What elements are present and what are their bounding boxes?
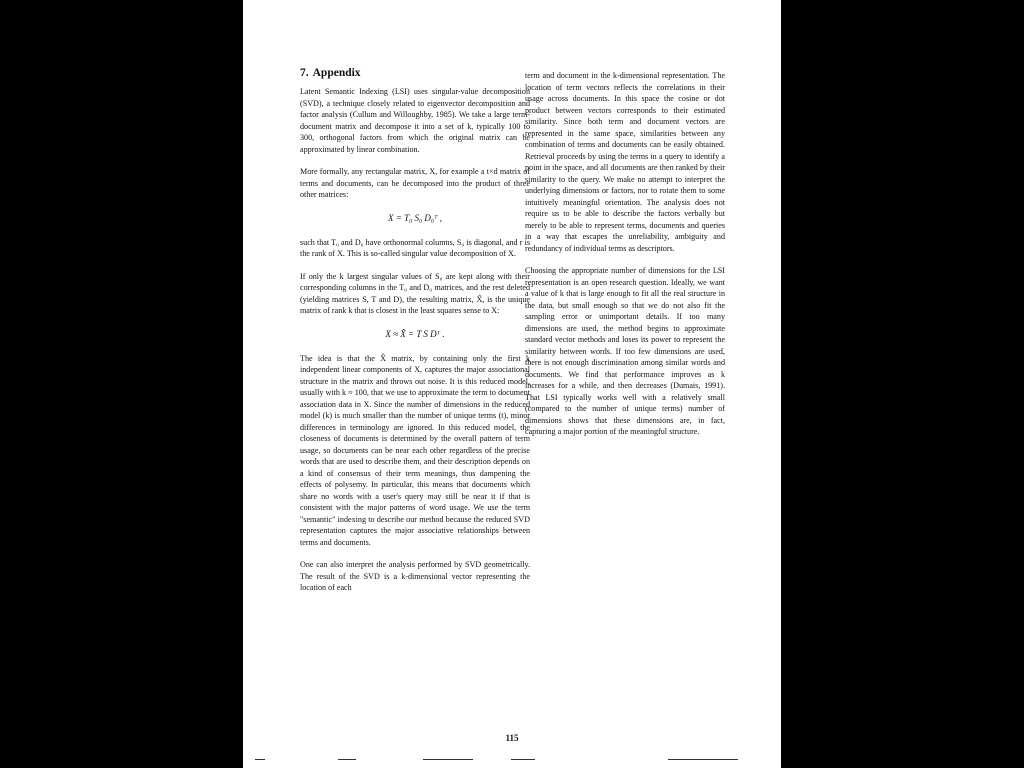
section-heading: [300, 66, 530, 80]
page-number: 115: [505, 733, 519, 743]
paragraph-formal-definition: More formally, any rectangular matrix, X, for example a t×d matrix of terms and documents, can be decomposed into the product of three other matrices:: [300, 167, 530, 199]
equation-svd: X = T₀ S₀ D₀ᵀ ,: [388, 212, 442, 223]
equation-approximation: X ≈ X̂ = T S Dᵀ .: [385, 328, 445, 339]
section-title: Appendix: [312, 67, 361, 79]
paragraph-geometric: One can also interpret the analysis performed by SVD geometrically. The result of the SVD is a k-dimensional vector representing the location of each: [300, 560, 530, 592]
paragraph-lsi-intro: Latent Semantic Indexing (LSI) uses singular-value decomposition (SVD), a technique closely related to eigenvector decomposition and factor analysis (Cullum and Willoughby, 1985). We take a large term-document matrix and decompose it into a set of k, typically 100 to 300, orthogonal factors from which the original matrix can be approximated by linear combination.: [300, 87, 530, 154]
paragraph-choosing-dimensions: Choosing the appropriate number of dimensions for the LSI representation is an open research question. Ideally, we want a value of k that is large enough to fit all the real structure in the data, but small enough so that we do not also fit the sampling error or unimportant details. If too many dimensions are used, the method begins to approximate standard vector methods and loses its power to represent the similarity between words. If too few dimensions are used, there is not enough discrimination among similar words and documents. We find that performance improves as k increases for a while, and then decreases (Dumais, 1991). That LSI typically works well with a relatively small (compared to the number of unique terms) number of dimensions shows that these dimensions are, in fact, capturing a major portion of the meaningful structure.: [525, 266, 725, 436]
paper-page: [243, 0, 781, 768]
paragraph-term-document-space: term and document in the k-dimensional representation. The location of term vectors reflects the correlations in their usage across documents. In this space the cosine or dot product between vectors corresponds to their estimated similarity. Since both term and document vectors are represented in the same space, similarities between any combination of terms and documents can be easily obtained. Retrieval proceeds by using the terms in a query to identify a point in the space, and all documents are then ranked by their similarity to the query. We make no attempt to interpret the underlying dimensions or factors, nor to rotate them to some intuitively meaningful orientation. The analysis does not require us to be able to describe the factors verbally but merely to be able to represent terms, documents and queries in a way that escapes the unreliability, ambiguity and redundancy of individual terms as descriptors.: [525, 71, 725, 253]
paragraph-reduced-model: The idea is that the X̂ matrix, by containing only the first k independent linear components of X, captures the major associational structure in the matrix and throws out noise. It is this reduced model, usually with k ≈ 100, that we use to approximate the term to document association data in X. Since the number of dimensions in the reduced model (k) is much smaller than the number of unique terms (t), minor differences in terminology are ignored. In this reduced model, the closeness of documents is determined by the overall pattern of term usage, so documents can be near each other regardless of the precise words that are used to describe them, and their description depends on a kind of consensus of their term meanings, thus dampening the effects of polysemy. In particular, this means that documents which share no words with a user's query may still be near it if that is consistent with the major patterns of word usage. We use the term "semantic" indexing to describe our method because the reduced SVD representation captures the major associative relationships between terms and documents.: [300, 353, 530, 547]
paragraph-orthonormal: such that T₀ and D₀ have orthonormal columns, S₀ is diagonal, and r is the rank of X. This is so-called singular value decomposition of X.: [300, 237, 530, 258]
right-column: [525, 70, 725, 449]
section-number: 7.: [300, 67, 309, 79]
footer-rule: [511, 759, 535, 760]
left-column: [300, 66, 530, 605]
footer-rule: [338, 759, 356, 760]
footer-rule: [423, 759, 473, 760]
footer-rule: [255, 759, 265, 760]
paragraph-k-largest: If only the k largest singular values of S₀ are kept along with their corresponding columns in the T₀ and D₀ matrices, and the rest deleted (yielding matrices S, T and D), the resulting matrix, X̂, is the unique matrix of rank k that is closest in the least squares sense to X:: [300, 271, 530, 315]
footer-rule: [668, 759, 738, 760]
